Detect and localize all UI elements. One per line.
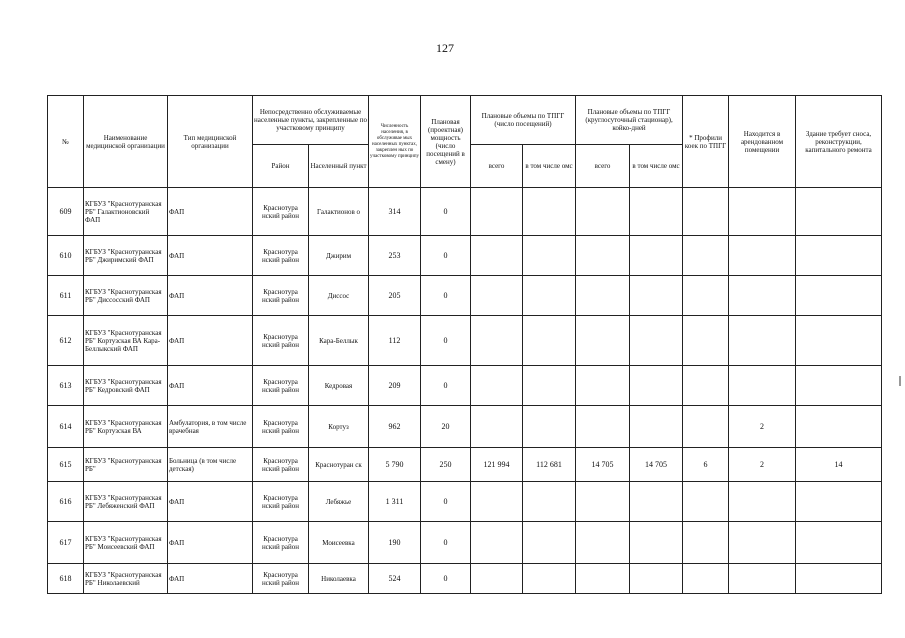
population-cell: 314 [369,188,421,236]
rented-cell [729,366,796,406]
visits-oms-cell [523,482,576,522]
settlement-cell: Моисеевка [309,522,369,564]
settlement-cell: Кедровая [309,366,369,406]
profiles-cell [683,482,729,522]
capacity-cell: 0 [421,482,471,522]
col-beds-total-header: всего [576,145,630,188]
district-cell: Краснотура нский район [253,406,309,448]
profiles-cell [683,188,729,236]
beds-total-cell [576,522,630,564]
org-name-cell: КГБУЗ "Краснотуранская РБ" Галактионовский ФАП [84,188,168,236]
rented-cell: 2 [729,406,796,448]
org-name-cell: КГБУЗ "Краснотуранская РБ" Кедровский ФАП [84,366,168,406]
settlement-cell: Николаевка [309,564,369,594]
beds-total-cell [576,366,630,406]
rebuild-cell [796,236,882,276]
beds-oms-cell [630,236,683,276]
col-org-type-header: Тип медицинской организации [168,96,253,188]
beds-oms-cell [630,522,683,564]
page-number: 127 [436,41,454,55]
num-cell: 609 [48,188,84,236]
capacity-cell: 20 [421,406,471,448]
district-cell: Краснотура нский район [253,482,309,522]
org-type-cell: ФАП [168,522,253,564]
population-cell: 253 [369,236,421,276]
table-row [48,188,882,236]
district-cell: Краснотура нский район [253,188,309,236]
settlement-cell: Галактионов о [309,188,369,236]
num-cell: 617 [48,522,84,564]
table-row [48,366,882,406]
col-beds-header: Плановые объемы по ТПГГ (круглосуточный стационар), койко-дней [576,96,683,145]
col-population-header: Численность населения, в обслуживае мых населенных пунктах, закреплен ных по участковому принципу [369,96,421,188]
profiles-label: Профили коек по ТПГГ [684,133,727,150]
org-name-cell: КГБУЗ "Краснотуранская РБ" Диссосский ФАП [84,276,168,316]
rebuild-cell [796,482,882,522]
capacity-cell: 0 [421,236,471,276]
org-name-cell: КГБУЗ "Краснотуранская РБ" Кортузская ВА [84,406,168,448]
beds-total-cell [576,406,630,448]
profiles-cell [683,316,729,366]
col-rented-header: Находится в арендованном помещении [729,96,796,188]
beds-total-cell: 14 705 [576,448,630,482]
table-row [48,236,882,276]
beds-total-cell [576,188,630,236]
profiles-cell [683,276,729,316]
col-settlement-header: Населенный пункт [309,145,369,188]
visits-oms-cell [523,236,576,276]
settlement-cell: Диссос [309,276,369,316]
beds-oms-cell: 14 705 [630,448,683,482]
settlement-cell: Лебяжье [309,482,369,522]
population-cell: 190 [369,522,421,564]
visits-oms-cell [523,564,576,594]
beds-oms-cell [630,276,683,316]
rebuild-cell [796,276,882,316]
settlement-cell: Кортуз [309,406,369,448]
visits-oms-cell [523,522,576,564]
rebuild-cell [796,564,882,594]
rebuild-cell [796,406,882,448]
table-row [48,276,882,316]
visits-total-cell [471,366,523,406]
district-cell: Краснотура нский район [253,276,309,316]
population-cell: 209 [369,366,421,406]
rebuild-cell: 14 [796,448,882,482]
visits-oms-cell [523,188,576,236]
visits-total-cell [471,482,523,522]
visits-oms-cell [523,276,576,316]
population-cell: 962 [369,406,421,448]
profiles-cell [683,236,729,276]
org-type-cell: Больница (в том числе детская) [168,448,253,482]
org-name-cell: КГБУЗ "Краснотуранская РБ" Моисеевский ФАП [84,522,168,564]
beds-oms-cell [630,366,683,406]
capacity-cell: 0 [421,366,471,406]
rented-cell [729,276,796,316]
rented-cell [729,482,796,522]
num-cell: 616 [48,482,84,522]
profiles-cell [683,406,729,448]
visits-total-cell [471,406,523,448]
rented-cell [729,236,796,276]
visits-oms-cell [523,366,576,406]
rebuild-cell [796,366,882,406]
district-cell: Краснотура нский район [253,564,309,594]
beds-oms-cell [630,316,683,366]
district-cell: Краснотура нский район [253,522,309,564]
district-cell: Краснотура нский район [253,236,309,276]
capacity-cell: 0 [421,276,471,316]
beds-total-cell [576,236,630,276]
org-type-cell: ФАП [168,188,253,236]
district-cell: Краснотура нский район [253,316,309,366]
org-type-cell: ФАП [168,316,253,366]
org-type-cell: Амбулатория, в том числе врачебная [168,406,253,448]
table-row [48,564,882,594]
scan-mark [899,376,901,386]
table-row [48,316,882,366]
beds-oms-cell [630,564,683,594]
capacity-cell: 0 [421,564,471,594]
settlement-cell: Кара-Беллык [309,316,369,366]
capacity-cell: 250 [421,448,471,482]
population-cell: 5 790 [369,448,421,482]
beds-total-cell [576,482,630,522]
capacity-cell: 0 [421,188,471,236]
population-cell: 205 [369,276,421,316]
col-district-header: Район [253,145,309,188]
table-row [48,406,882,448]
org-type-cell: ФАП [168,564,253,594]
capacity-cell: 0 [421,522,471,564]
org-type-cell: ФАП [168,276,253,316]
col-profiles-header [683,96,729,188]
header-row-top [48,96,882,145]
num-cell: 618 [48,564,84,594]
capacity-cell: 0 [421,316,471,366]
org-name-cell: КГБУЗ "Краснотуранская РБ" Джиримский ФАП [84,236,168,276]
col-visits-total-header: всего [471,145,523,188]
beds-total-cell [576,316,630,366]
beds-total-cell [576,276,630,316]
settlement-cell: Джирим [309,236,369,276]
col-capacity-header: Плановая (проектная) мощность (число посещений в смену) [421,96,471,188]
profiles-cell [683,564,729,594]
profiles-cell: 6 [683,448,729,482]
org-name-cell: КГБУЗ "Краснотуранская РБ" Кортузская ВА Кара-Беллыкский ФАП [84,316,168,366]
population-cell: 524 [369,564,421,594]
org-type-cell: ФАП [168,482,253,522]
profiles-cell [683,366,729,406]
settlement-cell: Краснотуран ск [309,448,369,482]
col-visits-oms-header: в том числе омс [523,145,576,188]
district-cell: Краснотура нский район [253,366,309,406]
rebuild-cell [796,522,882,564]
num-cell: 610 [48,236,84,276]
visits-total-cell [471,276,523,316]
table-row [48,522,882,564]
visits-total-cell [471,236,523,276]
district-cell: Краснотура нский район [253,448,309,482]
org-name-cell: КГБУЗ "Краснотуранская РБ" Лебяженский ФАП [84,482,168,522]
rented-cell [729,316,796,366]
facilities-table [47,95,882,594]
visits-total-cell [471,316,523,366]
col-served-header: Непосредственно обслуживаемые населенные пункты, закрепленные по участковому принципу [253,96,369,145]
rebuild-cell [796,188,882,236]
visits-total-cell [471,522,523,564]
rented-cell [729,564,796,594]
col-rebuild-header: Здание требует сноса, реконструкции, капитального ремонта [796,96,882,188]
num-cell: 613 [48,366,84,406]
num-cell: 611 [48,276,84,316]
population-cell: 112 [369,316,421,366]
beds-oms-cell [630,482,683,522]
visits-total-cell: 121 994 [471,448,523,482]
rented-cell [729,188,796,236]
visits-total-cell [471,188,523,236]
num-cell: 614 [48,406,84,448]
visits-oms-cell: 112 681 [523,448,576,482]
table-row [48,482,882,522]
profiles-asterisk: * [689,133,693,142]
col-visits-header: Плановые объемы по ТПГГ (число посещений) [471,96,576,145]
table-body [48,188,882,594]
col-org-name-header: Наименование медицинской организации [84,96,168,188]
org-type-cell: ФАП [168,236,253,276]
population-cell: 1 311 [369,482,421,522]
profiles-cell [683,522,729,564]
org-type-cell: ФАП [168,366,253,406]
col-beds-oms-header: в том числе омс [630,145,683,188]
rebuild-cell [796,316,882,366]
beds-oms-cell [630,406,683,448]
beds-oms-cell [630,188,683,236]
org-name-cell: КГБУЗ "Краснотуранская РБ" Николаевский [84,564,168,594]
visits-oms-cell [523,406,576,448]
visits-total-cell [471,564,523,594]
num-cell: 612 [48,316,84,366]
col-num-header: № [48,96,84,188]
org-name-cell: КГБУЗ "Краснотуранская РБ" [84,448,168,482]
table-row [48,448,882,482]
rented-cell [729,522,796,564]
beds-total-cell [576,564,630,594]
visits-oms-cell [523,316,576,366]
rented-cell: 2 [729,448,796,482]
num-cell: 615 [48,448,84,482]
